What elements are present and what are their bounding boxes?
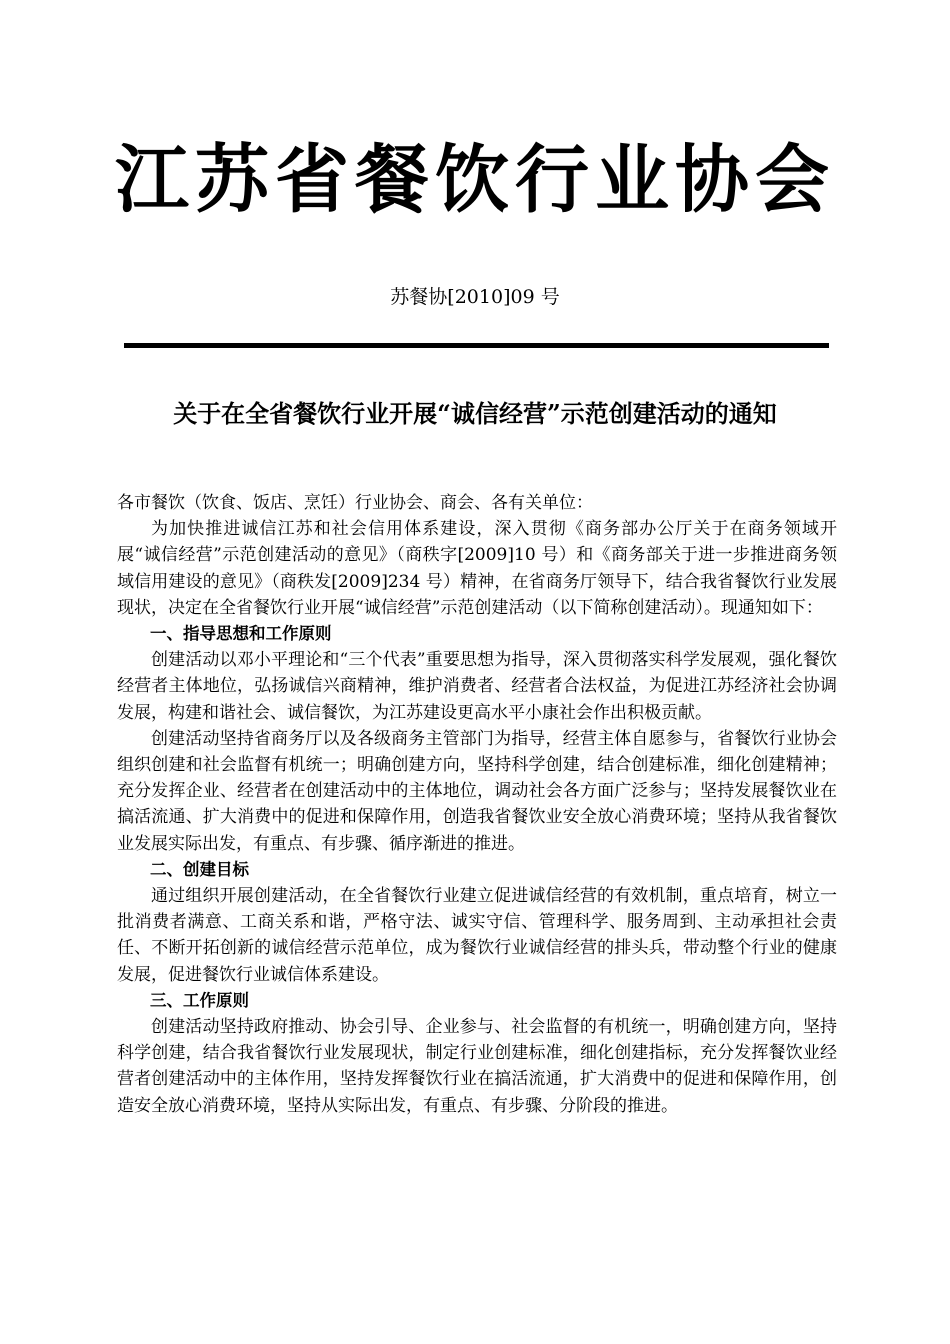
document-number: 苏餐协[2010]09 号	[390, 286, 560, 308]
intro-paragraph: 为加快推进诚信江苏和社会信用体系建设，深入贯彻《商务部办公厅关于在商务领域开展“诚信经营”示范创建活动的意见》（商秩字[2009]10 号）和《商务部关于进一步推进商务领域信用建设的意见》（商秩发[2009]234 号）精神，在省商务厅领导下，结合我省餐饮行业发展现状，决定在全省餐饮行业开展“诚信经营”示范创建活动（以下简称创建活动）。现通知如下：	[117, 519, 837, 618]
document-body	[117, 490, 837, 1119]
section-heading-work-principles: 三、工作原则	[150, 990, 249, 1010]
salutation: 各市餐饮（饮食、饭店、烹饪）行业协会、商会、各有关单位：	[117, 493, 593, 513]
section1-paragraph-1: 创建活动以邓小平理论和“三个代表”重要思想为指导，深入贯彻落实科学发展观，强化餐饮经营者主体地位，弘扬诚信兴商精神，维护消费者、经营者合法权益，为促进江苏经济社会协调发展，构建和谐社会、诚信餐饮，为江苏建设更高水平小康社会作出积极贡献。	[117, 650, 837, 723]
notice-title: 关于在全省餐饮行业开展“诚信经营”示范创建活动的通知	[173, 399, 777, 428]
section2-paragraph: 通过组织开展创建活动，在全省餐饮行业建立促进诚信经营的有效机制，重点培育，树立一批消费者满意、工商关系和谐，严格守法、诚实守信、管理科学、服务周到、主动承担社会责任、不断开拓创新的诚信经营示范单位，成为餐饮行业诚信经营的排头兵，带动整个行业的健康发展，促进餐饮行业诚信体系建设。	[117, 886, 837, 985]
section-heading-goals: 二、创建目标	[150, 859, 249, 879]
section-heading-guiding-principles: 一、指导思想和工作原则	[150, 624, 332, 644]
header-divider	[124, 343, 829, 348]
section3-paragraph: 创建活动坚持政府推动、协会引导、企业参与、社会监督的有机统一，明确创建方向，坚持科学创建，结合我省餐饮行业发展现状，制定行业创建标准，细化创建指标，充分发挥餐饮业经营者创建活动中的主体作用，坚持发挥餐饮行业在搞活流通，扩大消费中的促进和保障作用，创造安全放心消费环境，坚持从实际出发，有重点、有步骤、分阶段的推进。	[117, 1017, 837, 1116]
section1-paragraph-2: 创建活动坚持省商务厅以及各级商务主管部门为指导，经营主体自愿参与，省餐饮行业协会组织创建和社会监督有机统一；明确创建方向，坚持科学创建，结合创建标准，细化创建精神；充分发挥企业、经营者在创建活动中的主体地位，调动社会各方面广泛参与；坚持发展餐饮业在搞活流通、扩大消费中的促进和保障作用，创造我省餐饮业安全放心消费环境；坚持从我省餐饮业发展实际出发，有重点、有步骤、循序渐进的推进。	[117, 728, 837, 854]
organization-name: 江苏省餐饮行业协会	[115, 137, 835, 223]
